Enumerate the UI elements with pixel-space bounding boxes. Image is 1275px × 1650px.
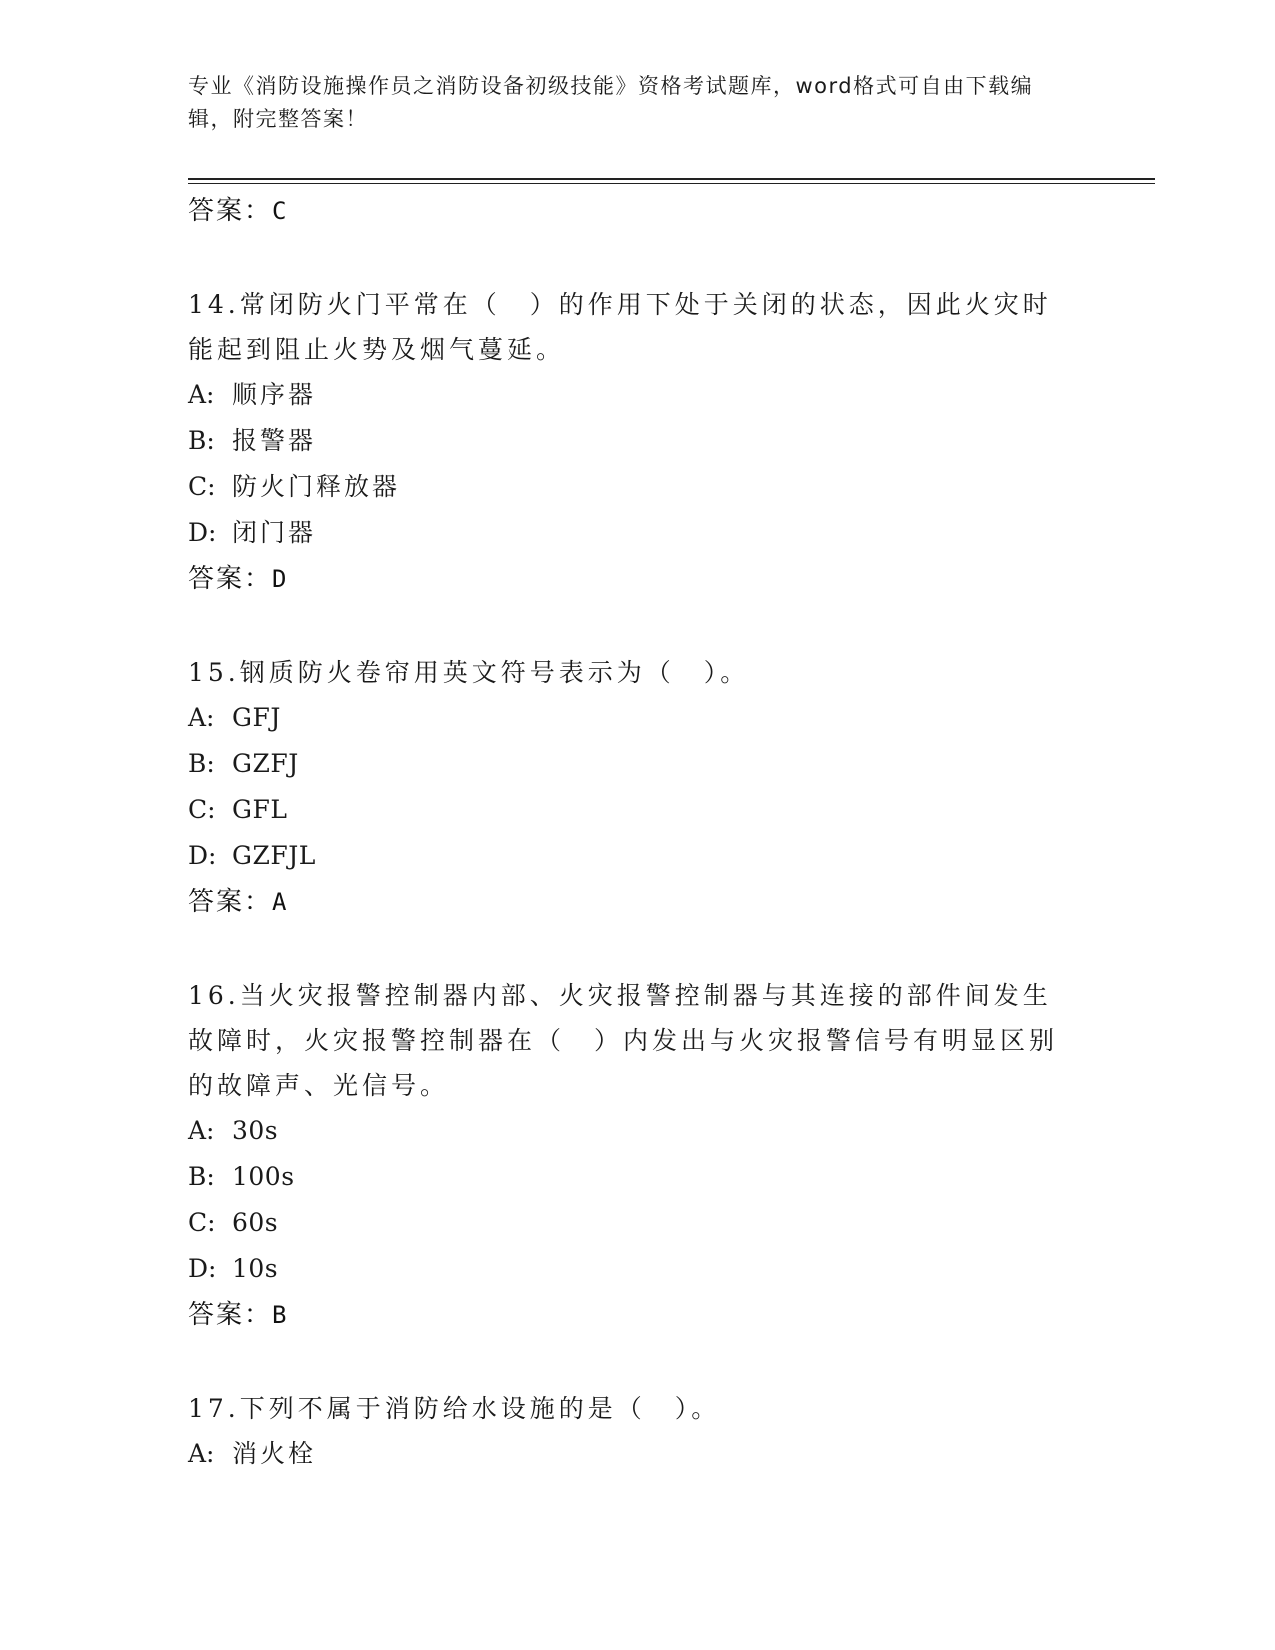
option-text: GFL (232, 795, 288, 824)
header-rule-thick (188, 178, 1155, 180)
option-text: 100s (232, 1162, 295, 1191)
answer-line (188, 1292, 1078, 1338)
option-item (188, 741, 1078, 787)
option-label: B: (188, 426, 215, 455)
answer-label: 答案： (188, 1300, 273, 1330)
option-item (188, 510, 1078, 556)
option-text: GZFJL (232, 841, 316, 870)
option-item (188, 1246, 1078, 1292)
answer-label: 答案： (188, 564, 273, 594)
option-item (188, 1200, 1078, 1246)
option-item (188, 833, 1078, 879)
question-stem: 17.下列不属于消防给水设施的是（ ）。 (188, 1394, 721, 1423)
header-rule-thin (188, 183, 1155, 184)
answer-line (188, 556, 1078, 602)
option-label: D: (188, 518, 217, 547)
answer-line (188, 879, 1078, 925)
option-text: 30s (232, 1116, 279, 1145)
option-text: 报警器 (232, 426, 317, 455)
option-label: B: (188, 1162, 215, 1191)
option-item (188, 1431, 1078, 1477)
option-label: B: (188, 749, 215, 778)
option-item (188, 695, 1078, 741)
option-text: 闭门器 (232, 518, 317, 547)
question-stem: 15.钢质防火卷帘用英文符号表示为（ ）。 (188, 658, 750, 687)
option-item (188, 372, 1078, 418)
answer-line (188, 188, 1078, 234)
option-item (188, 464, 1078, 510)
option-text: 防火门释放器 (232, 472, 401, 501)
option-text: GFJ (232, 703, 281, 732)
answer-value: D (272, 565, 289, 593)
question-list (188, 188, 1078, 1477)
option-label: C: (188, 1208, 216, 1237)
question-stem: 14.常闭防火门平常在（ ）的作用下处于关闭的状态，因此火灾时能起到阻止火势及烟气蔓延。 (188, 290, 1052, 364)
option-label: D: (188, 1254, 217, 1283)
question-stem: 16.当火灾报警控制器内部、火灾报警控制器与其连接的部件间发生故障时，火灾报警控制器在（ ）内发出与火灾报警信号有明显区别的故障声、光信号。 (188, 981, 1059, 1100)
option-label: A: (188, 703, 215, 732)
option-item (188, 418, 1078, 464)
option-label: A: (188, 1439, 215, 1468)
option-label: A: (188, 1116, 215, 1145)
page-header: 专业《消防设施操作员之消防设备初级技能》资格考试题库，word格式可自由下载编辑，附完整答案！ (188, 74, 1034, 131)
option-text: 顺序器 (232, 380, 317, 409)
answer-label: 答案： (188, 887, 273, 917)
option-text: 10s (232, 1254, 279, 1283)
option-label: D: (188, 841, 217, 870)
option-label: A: (188, 380, 215, 409)
answer-value: A (272, 888, 289, 916)
option-item (188, 787, 1078, 833)
option-item (188, 1108, 1078, 1154)
answer-value: B (272, 1301, 289, 1329)
option-text: 60s (232, 1208, 279, 1237)
option-text: GZFJ (232, 749, 299, 778)
option-label: C: (188, 472, 216, 501)
option-item (188, 1154, 1078, 1200)
answer-label: 答案： (188, 196, 273, 226)
answer-value: C (272, 197, 289, 225)
option-label: C: (188, 795, 216, 824)
option-text: 消火栓 (232, 1439, 317, 1468)
